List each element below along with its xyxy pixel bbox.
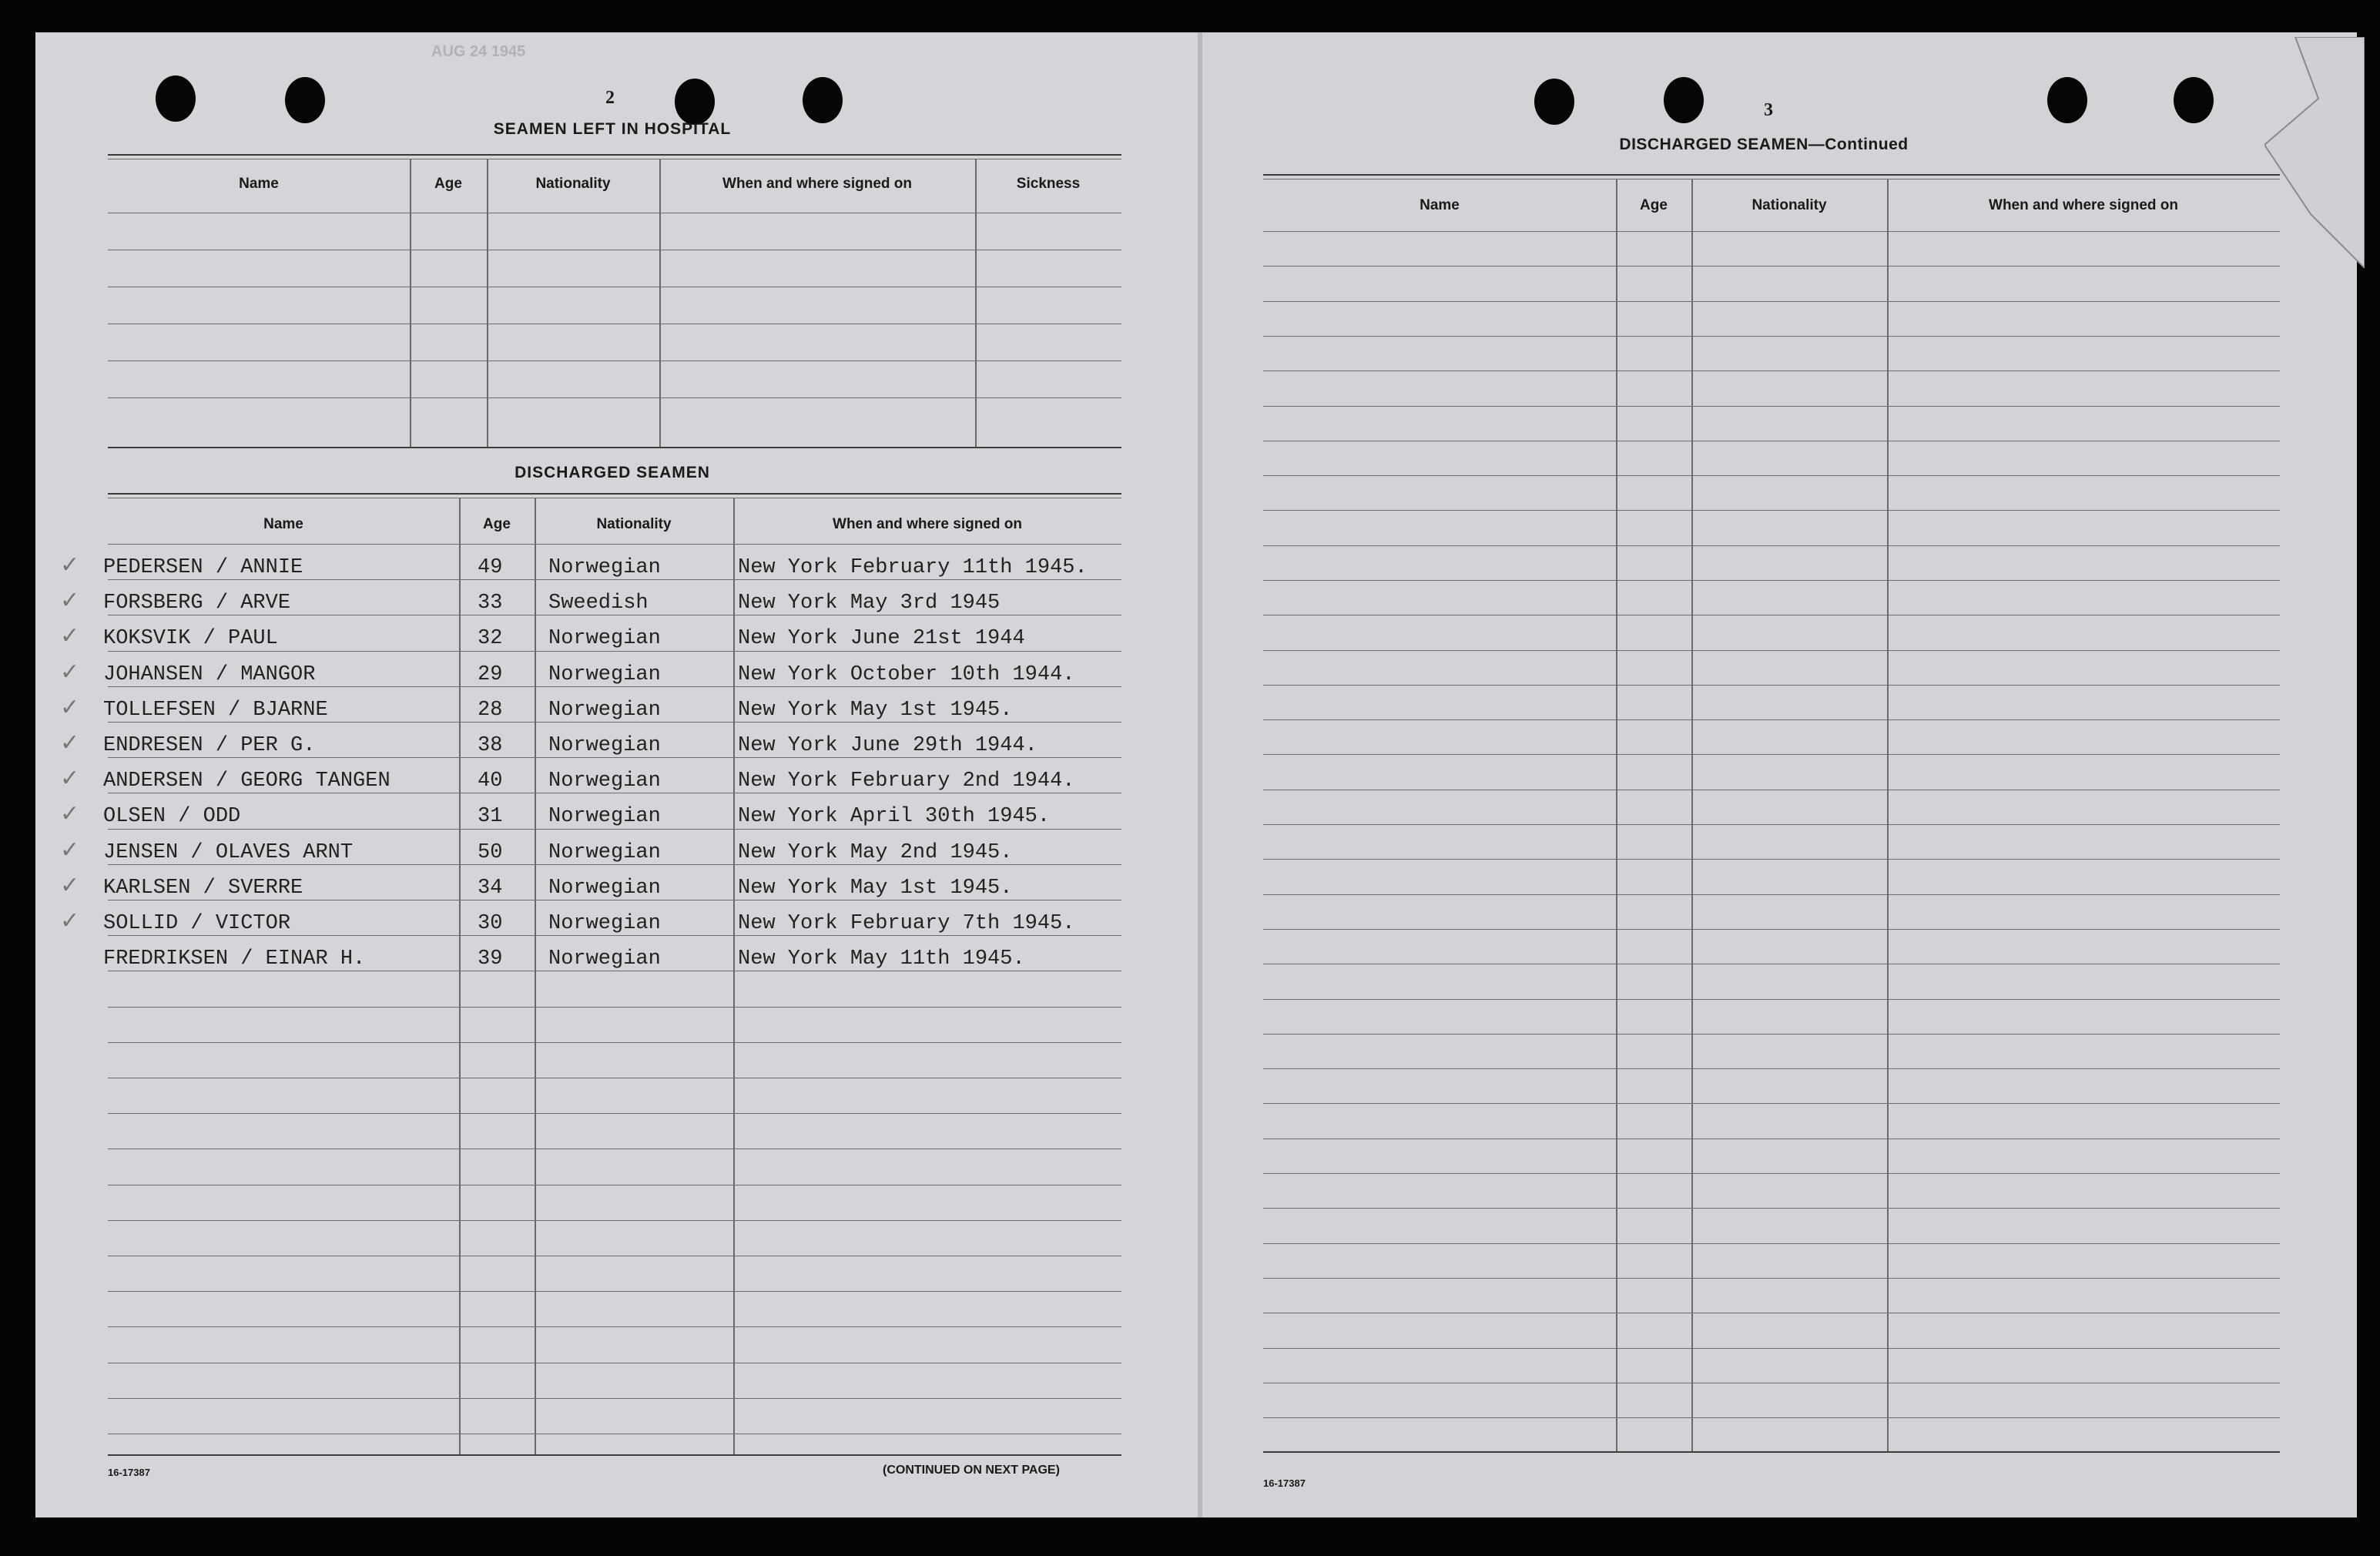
page-fold: [1198, 32, 1202, 1517]
form-number-left: 16-17387: [108, 1467, 150, 1478]
hospital-col-header: Age: [434, 176, 462, 192]
seaman-nationality: Sweedish: [548, 592, 649, 615]
folded-corner-tab: [2264, 37, 2365, 268]
seaman-signed-on: New York May 1st 1945.: [738, 699, 1013, 722]
seaman-signed-on: New York May 3rd 1945: [738, 592, 1001, 615]
seaman-age: 30: [478, 912, 503, 935]
discharged-row-rule: [108, 686, 1121, 687]
page-number-right: 3: [1764, 100, 1773, 120]
seaman-signed-on: New York June 29th 1944.: [738, 734, 1037, 757]
right-col-divider: [1887, 179, 1889, 1451]
punch-hole-4: [803, 77, 843, 123]
seaman-name: ENDRESEN / PER G.: [103, 734, 316, 757]
discharged-row-rule: [108, 757, 1121, 758]
seaman-signed-on: New York February 11th 1945.: [738, 556, 1088, 579]
discharged-col-divider: [459, 498, 461, 1454]
check-mark: ✓: [60, 872, 80, 899]
hospital-col-divider: [975, 159, 977, 447]
right-row-rule: [1263, 510, 2280, 511]
hospital-row-rule: [108, 360, 1121, 361]
seaman-signed-on: New York May 1st 1945.: [738, 877, 1013, 900]
right-form-page: [1202, 32, 2357, 1517]
check-mark: ✓: [60, 659, 80, 686]
discharged-col-header: Name: [263, 516, 303, 532]
discharged-row-rule: [108, 1220, 1121, 1221]
seaman-nationality: Norwegian: [548, 556, 661, 579]
seaman-nationality: Norwegian: [548, 841, 661, 864]
punch-hole-2: [285, 77, 325, 123]
seaman-name: ANDERSEN / GEORG TANGEN: [103, 770, 391, 793]
right-row-rule: [1263, 1348, 2280, 1349]
right-top-rule: [1263, 174, 2280, 176]
seaman-age: 50: [478, 841, 503, 864]
hospital-col-header: Name: [239, 176, 279, 192]
right-row-rule: [1263, 719, 2280, 720]
hospital-col-header: When and where signed on: [722, 176, 912, 192]
seaman-nationality: Norwegian: [548, 770, 661, 793]
seaman-nationality: Norwegian: [548, 805, 661, 828]
seaman-name: FREDRIKSEN / EINAR H.: [103, 947, 366, 971]
check-mark: ✓: [60, 729, 80, 756]
discharged-col-header: When and where signed on: [833, 516, 1022, 532]
discharged-row-rule: [108, 829, 1121, 830]
seaman-signed-on: New York October 10th 1944.: [738, 663, 1075, 686]
discharged-row-rule: [108, 864, 1121, 865]
punch-hole-6: [1664, 77, 1704, 123]
punch-hole-3: [675, 79, 715, 125]
right-col-header: Name: [1420, 197, 1460, 213]
hospital-col-divider: [410, 159, 411, 447]
seaman-name: PEDERSEN / ANNIE: [103, 556, 303, 579]
discharged-row-rule: [108, 1007, 1121, 1008]
seaman-age: 32: [478, 627, 503, 650]
right-row-rule: [1263, 336, 2280, 337]
right-row-rule: [1263, 685, 2280, 686]
seaman-age: 49: [478, 556, 503, 579]
discharged-col-header: Nationality: [596, 516, 672, 532]
discharged-top-rule: [108, 493, 1121, 495]
check-mark: ✓: [60, 552, 80, 578]
discharged-bottom-rule: [108, 1454, 1121, 1456]
right-row-rule: [1263, 999, 2280, 1000]
check-mark: ✓: [60, 800, 80, 827]
seaman-nationality: Norwegian: [548, 627, 661, 650]
seaman-name: JENSEN / OLAVES ARNT: [103, 841, 354, 864]
seaman-signed-on: New York June 21st 1944: [738, 627, 1025, 650]
seaman-nationality: Norwegian: [548, 877, 661, 900]
check-mark: ✓: [60, 837, 80, 864]
check-mark: ✓: [60, 694, 80, 721]
discharged-section-title: DISCHARGED SEAMEN: [515, 464, 710, 481]
hospital-top-rule: [108, 154, 1121, 156]
seaman-nationality: Norwegian: [548, 912, 661, 935]
discharged-row-rule: [108, 935, 1121, 936]
right-row-rule: [1263, 1103, 2280, 1104]
discharged-col-divider: [535, 498, 536, 1454]
seaman-signed-on: New York February 2nd 1944.: [738, 770, 1075, 793]
discharged-row-rule: [108, 722, 1121, 723]
right-row-rule: [1263, 1417, 2280, 1418]
right-row-rule: [1263, 1173, 2280, 1174]
punch-hole-5: [1534, 79, 1574, 125]
right-row-rule: [1263, 929, 2280, 930]
hospital-col-divider: [487, 159, 488, 447]
discharged-row-rule: [108, 1291, 1121, 1292]
discharged-row-rule: [108, 1042, 1121, 1043]
right-col-header: Age: [1640, 197, 1668, 213]
right-row-rule: [1263, 859, 2280, 860]
seaman-age: 33: [478, 592, 503, 615]
check-mark: ✓: [60, 765, 80, 792]
continued-footnote: (CONTINUED ON NEXT PAGE): [883, 1464, 1060, 1477]
right-row-rule: [1263, 301, 2280, 302]
right-row-rule: [1263, 580, 2280, 581]
hospital-col-divider: [659, 159, 661, 447]
right-row-rule: [1263, 266, 2280, 267]
seaman-age: 40: [478, 770, 503, 793]
seaman-name: KOKSVIK / PAUL: [103, 627, 278, 650]
seaman-signed-on: New York May 2nd 1945.: [738, 841, 1013, 864]
seaman-name: JOHANSEN / MANGOR: [103, 663, 316, 686]
seaman-nationality: Norwegian: [548, 663, 661, 686]
hospital-col-header: Sickness: [1016, 176, 1081, 192]
right-row-rule: [1263, 1068, 2280, 1069]
seaman-signed-on: New York February 7th 1945.: [738, 912, 1075, 935]
right-col-divider: [1616, 179, 1617, 1451]
seaman-age: 34: [478, 877, 503, 900]
right-row-rule: [1263, 545, 2280, 546]
seaman-nationality: Norwegian: [548, 734, 661, 757]
seaman-signed-on: New York May 11th 1945.: [738, 947, 1025, 971]
right-row-rule: [1263, 406, 2280, 407]
right-col-header: Nationality: [1751, 197, 1827, 213]
discharged-continued-title: DISCHARGED SEAMEN—Continued: [1619, 136, 1909, 153]
check-mark: ✓: [60, 907, 80, 934]
check-mark: ✓: [60, 587, 80, 614]
right-bottom-rule: [1263, 1451, 2280, 1453]
form-number-right: 16-17387: [1263, 1477, 1306, 1489]
right-col-header: When and where signed on: [1989, 197, 2178, 213]
check-mark: ✓: [60, 622, 80, 649]
hospital-bottom-rule: [108, 447, 1121, 448]
page-number-left: 2: [605, 88, 615, 108]
discharged-row-rule: [108, 651, 1121, 652]
seaman-age: 38: [478, 734, 503, 757]
discharged-row-rule: [108, 544, 1121, 545]
discharged-row-rule: [108, 579, 1121, 580]
hospital-row-rule: [108, 397, 1121, 398]
right-col-divider: [1691, 179, 1693, 1451]
seaman-age: 29: [478, 663, 503, 686]
right-row-rule: [1263, 650, 2280, 651]
right-row-rule: [1263, 1208, 2280, 1209]
right-row-rule: [1263, 231, 2280, 232]
right-row-rule: [1263, 824, 2280, 825]
right-row-rule: [1263, 894, 2280, 895]
punch-hole-7: [2047, 77, 2087, 123]
seaman-nationality: Norwegian: [548, 699, 661, 722]
seaman-name: KARLSEN / SVERRE: [103, 877, 303, 900]
seaman-name: FORSBERG / ARVE: [103, 592, 291, 615]
right-row-rule: [1263, 475, 2280, 476]
punch-hole-1: [156, 75, 196, 122]
punch-hole-8: [2174, 77, 2214, 123]
discharged-row-rule: [108, 1113, 1121, 1114]
seaman-signed-on: New York April 30th 1945.: [738, 805, 1051, 828]
discharged-row-rule: [108, 1326, 1121, 1327]
right-row-rule: [1263, 1138, 2280, 1139]
seaman-nationality: Norwegian: [548, 947, 661, 971]
right-row-rule: [1263, 1278, 2280, 1279]
hospital-section-title: SEAMEN LEFT IN HOSPITAL: [493, 120, 732, 138]
seaman-age: 39: [478, 947, 503, 971]
discharged-row-rule: [108, 1398, 1121, 1399]
seaman-name: OLSEN / ODD: [103, 805, 241, 828]
discharged-col-divider: [733, 498, 735, 1454]
seaman-name: SOLLID / VICTOR: [103, 912, 291, 935]
right-row-rule: [1263, 754, 2280, 755]
seaman-name: TOLLEFSEN / BJARNE: [103, 699, 328, 722]
received-stamp: AUG 24 1945: [431, 43, 526, 60]
right-row-rule: [1263, 1243, 2280, 1244]
right-row-rule: [1263, 1034, 2280, 1035]
seaman-age: 28: [478, 699, 503, 722]
discharged-col-header: Age: [483, 516, 511, 532]
seaman-age: 31: [478, 805, 503, 828]
hospital-col-header: Nationality: [535, 176, 611, 192]
